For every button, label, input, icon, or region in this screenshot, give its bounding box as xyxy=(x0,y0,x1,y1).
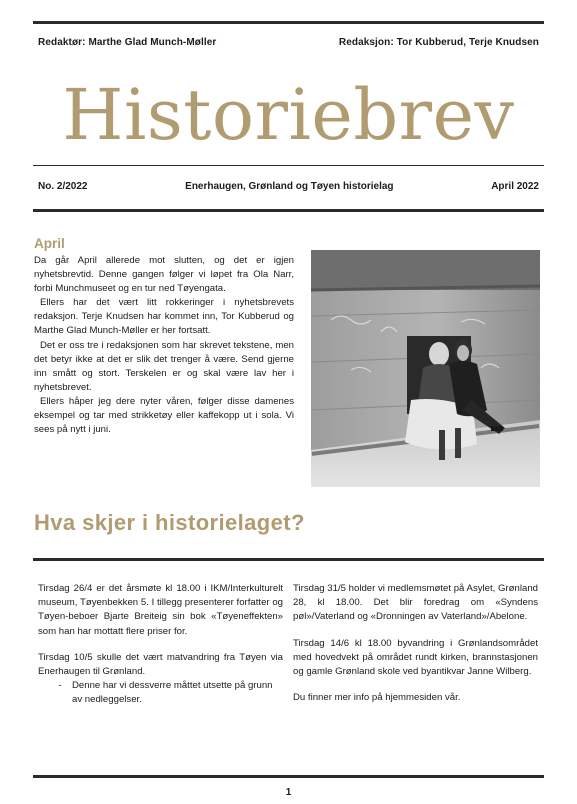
top-rule xyxy=(33,21,544,24)
events-top-rule xyxy=(33,558,544,561)
event-city-walk: Tirsdag 14/6 kl 18.00 byvandring i Grønlandsområdet med hovedvekt på området rundt kirken, brannstasjonen og gamle Grønland skole ved byantikvar Janne Wilberg. xyxy=(293,637,538,678)
editor-credit: Redaktør: Marthe Glad Munch-Møller xyxy=(38,37,217,48)
events-heading: Hva skjer i historielaget? xyxy=(34,510,305,535)
more-info-note: Du finner mer info på hjemmesiden vår. xyxy=(293,692,461,704)
events-left-column xyxy=(38,582,283,720)
intro-heading: April xyxy=(34,236,65,251)
editorial-credit: Redaksjon: Tor Kubberud, Terje Knudsen xyxy=(338,37,539,48)
event-member-meeting: Tirsdag 31/5 holder vi medlemsmøtet på Asylet, Grønland 28, kl 18.00. Det blir foredrag om «Syndens pøl»/Vaterland og «Dronningen av Vaterland»/Abelone. xyxy=(293,583,538,623)
event-annual-meeting: Tirsdag 26/4 er det årsmøte kl 18.00 i IKM/Interkulturelt museum, Tøyenbekken 5. I tillegg presenterer forfatter og Tøyen-beboer Bjarte Breiteig sin bok «Tøyeneffekten» som han har mottatt flere priser for. xyxy=(38,583,283,637)
editors-bar xyxy=(38,37,539,48)
event-food-walk: Tirsdag 10/5 skulle det vært matvandring fra Tøyen via Enerhaugen til Grønland. xyxy=(38,651,283,678)
list-item xyxy=(38,679,283,707)
events-right-column xyxy=(293,582,538,717)
issue-top-rule xyxy=(33,165,544,166)
intro-body xyxy=(34,254,294,437)
issue-bar xyxy=(38,181,539,192)
footer-rule xyxy=(33,775,544,778)
intro-paragraph: Det er oss tre i redaksjonen som har skrevet tekstene, men det betyr ikke at det er slik det trenger å være. Send gjerne inn smått og stort. Terskelen er og skal være lav her i nyhetsbrevet. xyxy=(34,339,294,393)
issue-date: April 2022 xyxy=(491,181,539,192)
intro-paragraph: Ellers håper jeg dere nyter våren, følger disse damenes eksempel og tar med strikketøy eller kaffekopp ut i sola. Vi sees på nytt i juni. xyxy=(34,395,294,436)
page-number: 1 xyxy=(285,787,292,798)
intro-paragraph: Ellers har det vært litt rokkeringer i nyhetsbrevets redaksjon. Terje Knudsen har kommet inn, Tor Kubberud og Marthe Glad Munch-Møller er her fortsatt. xyxy=(34,297,294,337)
issue-number: No. 2/2022 xyxy=(38,181,88,192)
event-postponed-note: Denne har vi dessverre måttet utsette på grunn av nedleggelser. xyxy=(72,680,273,706)
photo-two-women-on-doorstep xyxy=(311,250,540,487)
masthead-title: Historiebrev xyxy=(62,74,515,156)
society-name: Enerhaugen, Grønland og Tøyen historielag xyxy=(185,181,394,192)
issue-bottom-rule xyxy=(33,209,544,212)
intro-paragraph: Da går April allerede mot slutten, og det er igjen nyhetsbrevtid. Denne gangen følger vi løpet fra Ola Narr, forbi Munchmuseet og en tur ned Tøyengata. xyxy=(34,255,294,295)
bullet-dash: - xyxy=(58,680,62,692)
